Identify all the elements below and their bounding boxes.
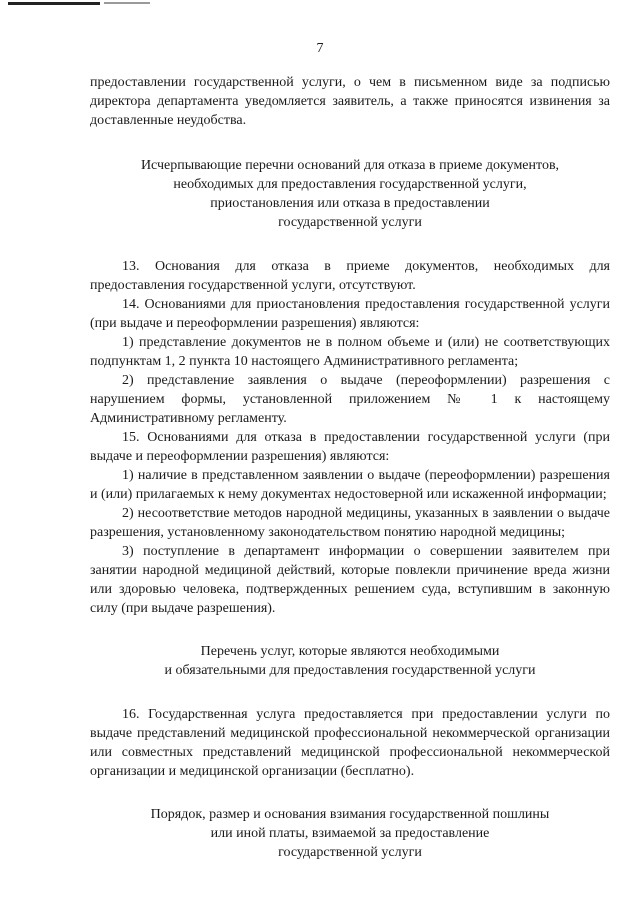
clause-15-item-2: 2) несоответствие методов народной медицины, указанных в заявлении о выдаче разрешения, установленному законодательством понятию народной медицины; <box>90 506 610 540</box>
heading-line: государственной услуги <box>278 215 422 230</box>
heading-required-services <box>90 642 610 680</box>
intro-paragraph: предоставлении государственной услуги, о чем в письменном виде за подписью директора департамента уведомляется заявитель, а также приносятся извинения за доставленные неудобства. <box>90 75 610 128</box>
clause-13: 13. Основания для отказа в приеме документов, необходимых для предоставления государственной услуги, отсутствуют. <box>90 259 610 293</box>
clause-16: 16. Государственная услуга предоставляется при предоставлении услуги по выдаче представлений медицинской профессиональной некоммерческой организации или совместных представлений медицинской профессиональной некоммерческой организации и медицинской организации (бесплатно). <box>90 707 610 779</box>
clause-15-item-1: 1) наличие в представленном заявлении о выдаче (переоформлении) разрешения и (или) прилагаемых к нему документах недостоверной или искаженной информации; <box>90 468 610 502</box>
clause-15: 15. Основаниями для отказа в предоставлении государственной услуги (при выдаче и переоформлении разрешения) являются: <box>90 430 610 464</box>
page-number: 7 <box>316 41 324 56</box>
scan-artifact-faint-mark <box>104 2 150 4</box>
heading-line: и обязательными для предоставления государственной услуги <box>164 663 536 678</box>
clause-14: 14. Основаниями для приостановления предоставления государственной услуги (при выдаче и переоформлении разрешения) являются: <box>90 297 610 331</box>
heading-refusal-grounds <box>90 156 610 232</box>
heading-line: Перечень услуг, которые являются необходимыми <box>200 644 500 659</box>
heading-line: Исчерпывающие перечни оснований для отказа в приеме документов, <box>140 158 560 173</box>
heading-state-fee <box>90 805 610 862</box>
clause-14-item-1: 1) представление документов не в полном объеме и (или) не соответствующих подпунктам 1, 2 пункта 10 настоящего Административного регламента; <box>90 335 610 369</box>
heading-line: государственной услуги <box>278 845 422 860</box>
document-body <box>90 73 610 862</box>
heading-line: приостановления или отказа в предоставлении <box>210 196 490 211</box>
heading-line: необходимых для предоставления государственной услуги, <box>173 177 527 192</box>
scan-artifact-mark <box>8 2 100 5</box>
clause-14-item-2: 2) представление заявления о выдаче (переоформлении) разрешения с нарушением формы, установленной приложением № 1 к настоящему Административному регламенту. <box>90 373 610 426</box>
heading-line: Порядок, размер и основания взимания государственной пошлины <box>150 807 550 822</box>
heading-line: или иной платы, взимаемой за предоставление <box>210 826 490 841</box>
clause-15-item-3: 3) поступление в департамент информации о совершении заявителем при занятии народной медициной действий, которые повлекли причинение вреда жизни или здоровью человека, подтвержденных решением суда, вступившим в законную силу (при выдаче разрешения). <box>90 544 610 616</box>
